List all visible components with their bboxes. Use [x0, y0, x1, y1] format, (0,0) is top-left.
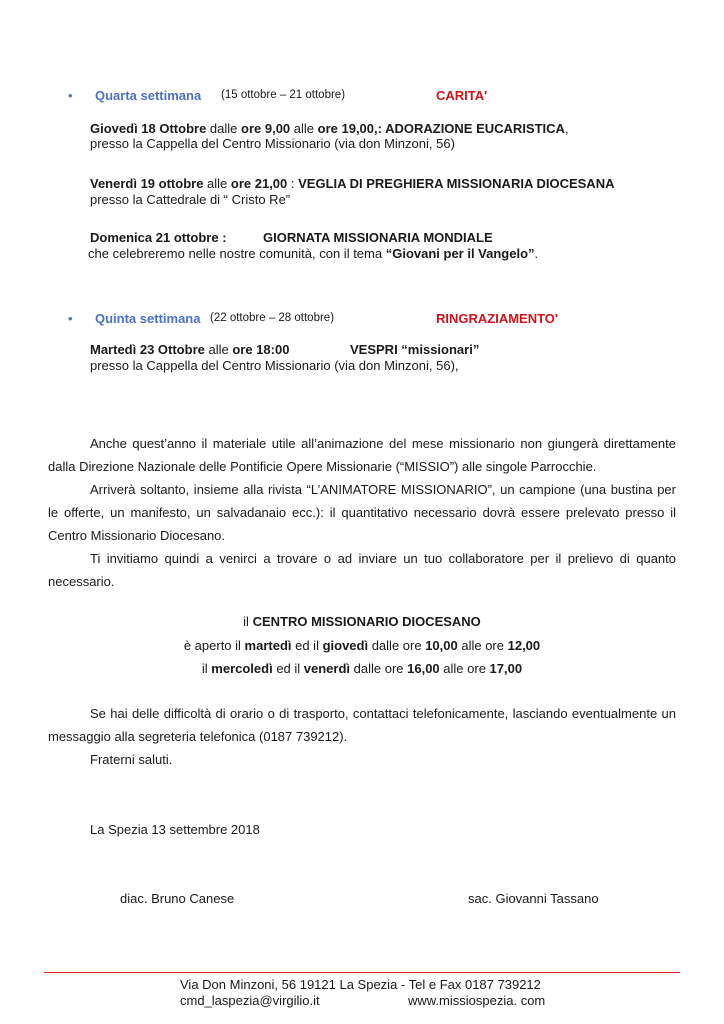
event-time: ore 9,00	[241, 121, 291, 136]
week4-theme: CARITA'	[436, 88, 488, 103]
footer-address: Via Don Minzoni, 56 19121 La Spezia - Tel e Fax 0187 739212	[180, 977, 541, 992]
week5-theme: RINGRAZIAMENTO'	[436, 311, 559, 326]
text: .	[534, 246, 539, 261]
event-name: GIORNATA MISSIONARIA MONDIALE	[263, 230, 493, 245]
week4-event2	[90, 176, 614, 191]
text: è aperto il	[183, 637, 245, 653]
text: che celebreremo nelle nostre comunità, con il tema	[88, 246, 386, 261]
signature-right: sac. Giovanni Tassano	[468, 891, 599, 906]
paragraph: Anche quest’anno il materiale utile all’animazione del mese missionario non giungerà direttamente dalla Direzione Nazionale delle Pontificie Opere Missionarie (“MISSIO”) alle singole Parrocchie.	[48, 436, 676, 474]
event-day: Domenica 21 ottobre :	[90, 230, 227, 245]
time: 17,00	[489, 661, 523, 676]
footer-email[interactable]: cmd_laspezia@virgilio.it	[180, 993, 320, 1008]
week4-title: Quarta settimana	[95, 88, 202, 103]
paragraph: Fraterni saluti.	[90, 752, 173, 767]
event-day: Giovedì 18 Ottobre	[90, 121, 207, 136]
bullet-icon: •	[68, 88, 73, 103]
office-name: CENTRO MISSIONARIO DIOCESANO	[252, 614, 481, 629]
event-theme: “Giovani per il Vangelo”	[385, 246, 535, 261]
office-hours-line1	[48, 610, 676, 634]
office-hours	[48, 610, 676, 681]
time: 16,00	[407, 661, 440, 676]
event-day: Venerdì 19 ottobre	[90, 176, 204, 191]
text: alle	[204, 342, 233, 357]
week4-event3-name	[263, 230, 493, 245]
event-day: Martedì 23 Ottobre	[90, 342, 205, 357]
week5-event1-place: presso la Cappella del Centro Missionario (via don Minzoni, 56),	[90, 358, 459, 373]
event-time: ore 21,00	[230, 176, 288, 191]
text: ed il	[272, 661, 304, 676]
text: ,:	[374, 121, 386, 136]
paragraph: Se hai delle difficoltà di orario o di trasporto, contattaci telefonicamente, lasciando eventualmente un messaggio alla segreteria telefonica (0187 739212).	[48, 706, 676, 744]
week5-title: Quinta settimana	[95, 311, 201, 326]
day: venerdì	[303, 661, 351, 676]
time: 10,00	[425, 637, 458, 653]
footer-divider	[44, 972, 680, 973]
place-date: La Spezia 13 settembre 2018	[90, 822, 260, 837]
bullet-icon: •	[68, 311, 73, 326]
text: alle	[290, 121, 318, 136]
event-time: ore 19,00	[317, 121, 375, 136]
text: ed il	[291, 637, 323, 653]
week4-event1-place: presso la Cappella del Centro Missionario (via don Minzoni, 56)	[90, 136, 455, 151]
week4-header	[68, 88, 73, 103]
office-hours-line3	[48, 657, 676, 681]
text: dalle	[206, 121, 242, 136]
event-name: VEGLIA DI PREGHIERA MISSIONARIA DIOCESANA	[298, 176, 615, 191]
office-hours-line2	[48, 634, 676, 658]
day: mercoledì	[211, 661, 273, 676]
event-name: ADORAZIONE EUCARISTICA	[385, 121, 565, 136]
text: alle ore	[439, 661, 490, 676]
week4-event3-text	[88, 246, 538, 261]
week4-event1	[90, 121, 569, 136]
day: giovedì	[322, 637, 369, 653]
text: :	[287, 176, 299, 191]
week5-header	[68, 311, 73, 326]
body-paragraphs-1	[48, 432, 676, 593]
text: dalle ore	[368, 637, 426, 653]
week4-event3-day	[90, 230, 227, 245]
event-name: VESPRI “missionari”	[350, 342, 480, 357]
footer-website[interactable]: www.missiospezia. com	[408, 993, 546, 1008]
text: il	[201, 661, 212, 676]
day: martedì	[244, 637, 292, 653]
signature-left: diac. Bruno Canese	[120, 891, 235, 906]
week5-event1	[90, 342, 289, 357]
week4-dates: (15 ottobre – 21 ottobre)	[221, 89, 346, 101]
time: 12,00	[507, 637, 541, 653]
week5-event1-name	[350, 342, 479, 357]
text: ,	[564, 121, 569, 136]
text: alle	[203, 176, 231, 191]
text: dalle ore	[350, 661, 408, 676]
week5-dates: (22 ottobre – 28 ottobre)	[210, 312, 335, 324]
event-time: ore 18:00	[232, 342, 290, 357]
body-paragraphs-2	[48, 702, 676, 771]
paragraph: Ti invitiamo quindi a venirci a trovare o ad inviare un tuo collaboratore per il prelievo di quanto necessario.	[48, 551, 676, 589]
text: alle ore	[457, 637, 508, 653]
week4-event2-place: presso la Cattedrale di “ Cristo Re”	[90, 192, 291, 207]
paragraph: Arriverà soltanto, insieme alla rivista “L’ANIMATORE MISSIONARIO”, un campione (una bustina per le offerte, un manifesto, un salvadanaio ecc.): il quantitativo necessario dovrà essere prelevato presso il Centro Missionario Diocesano.	[48, 482, 676, 543]
text: il	[243, 614, 253, 629]
